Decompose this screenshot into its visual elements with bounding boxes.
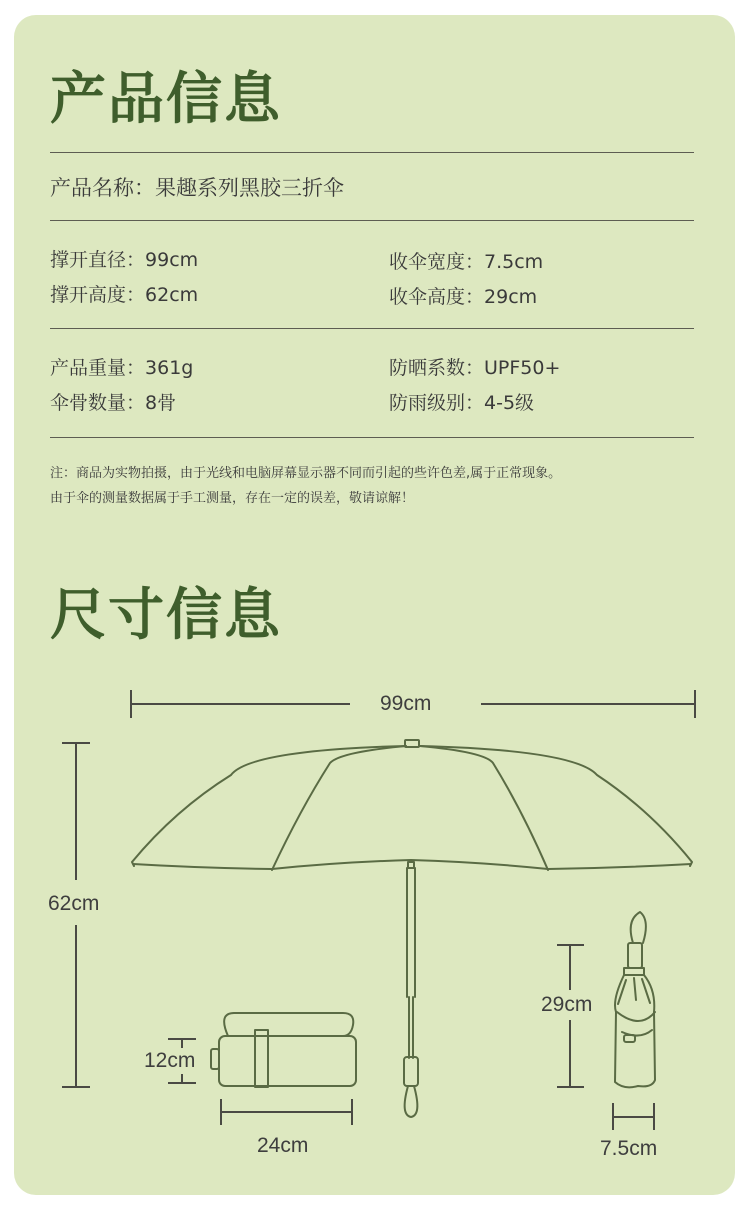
spec-label: 撑开高度：	[50, 284, 146, 306]
spec-value: 7.5cm	[484, 251, 544, 273]
umbrella-runner	[408, 862, 414, 868]
umbrella-shaft-lower	[409, 997, 413, 1058]
box-band	[255, 1030, 268, 1087]
closed-umbrella-fold	[617, 1012, 655, 1021]
spec-label: 防雨级别：	[389, 392, 485, 414]
spec-value: 29cm	[484, 286, 538, 308]
note-line-1: 注：商品为实物拍摄，由于光线和电脑屏幕显示器不同而引起的些许色差,属于正常现象。	[50, 466, 562, 481]
open-height-label: 62cm	[48, 892, 100, 915]
spec-value: 99cm	[145, 249, 199, 271]
spec-value: 4-5级	[484, 392, 535, 414]
note-line-2: 由于伞的测量数据属于手工测量，存在一定的误差，敬请谅解！	[50, 491, 415, 506]
spec-label: 产品重量：	[50, 357, 146, 379]
spec-value: 62cm	[145, 284, 199, 306]
box-height-label: 12cm	[144, 1049, 196, 1072]
box-body	[219, 1036, 356, 1086]
spec-label: 收伞高度：	[389, 286, 485, 308]
size-info-title: 尺寸信息	[50, 583, 282, 648]
closed-width-label: 7.5cm	[600, 1137, 658, 1160]
spec-value: 8骨	[145, 392, 177, 414]
spec-value: UPF50+	[484, 357, 561, 379]
product-name-label: 产品名称：	[50, 176, 155, 200]
spec-label: 防晒系数：	[389, 357, 485, 379]
umbrella-handle	[404, 1057, 418, 1086]
closed-umbrella-strap-loop	[631, 912, 646, 943]
umbrella-top-cap	[405, 740, 419, 747]
box-strap	[224, 1013, 353, 1036]
spec-label: 收伞宽度：	[389, 251, 485, 273]
closed-umbrella-ribs	[618, 978, 650, 1004]
closed-height-label: 29cm	[541, 993, 593, 1016]
closed-umbrella-handle	[628, 943, 642, 968]
canopy-left-outer	[132, 746, 406, 866]
spec-label: 伞骨数量：	[50, 392, 146, 414]
spec-label: 撑开直径：	[50, 249, 146, 271]
product-info-title: 产品信息	[50, 67, 282, 132]
box-end-cap	[211, 1049, 219, 1069]
closed-umbrella-collar	[624, 968, 644, 975]
canopy-right-inner	[420, 746, 548, 870]
box-length-label: 24cm	[257, 1134, 309, 1157]
spec-value: 361g	[145, 357, 194, 379]
open-diameter-label: 99cm	[380, 692, 432, 715]
canopy-right-outer	[420, 746, 692, 866]
canopy-left-inner	[272, 746, 406, 870]
product-name-value: 果趣系列黑胶三折伞	[155, 176, 344, 200]
umbrella-strap	[405, 1086, 418, 1117]
